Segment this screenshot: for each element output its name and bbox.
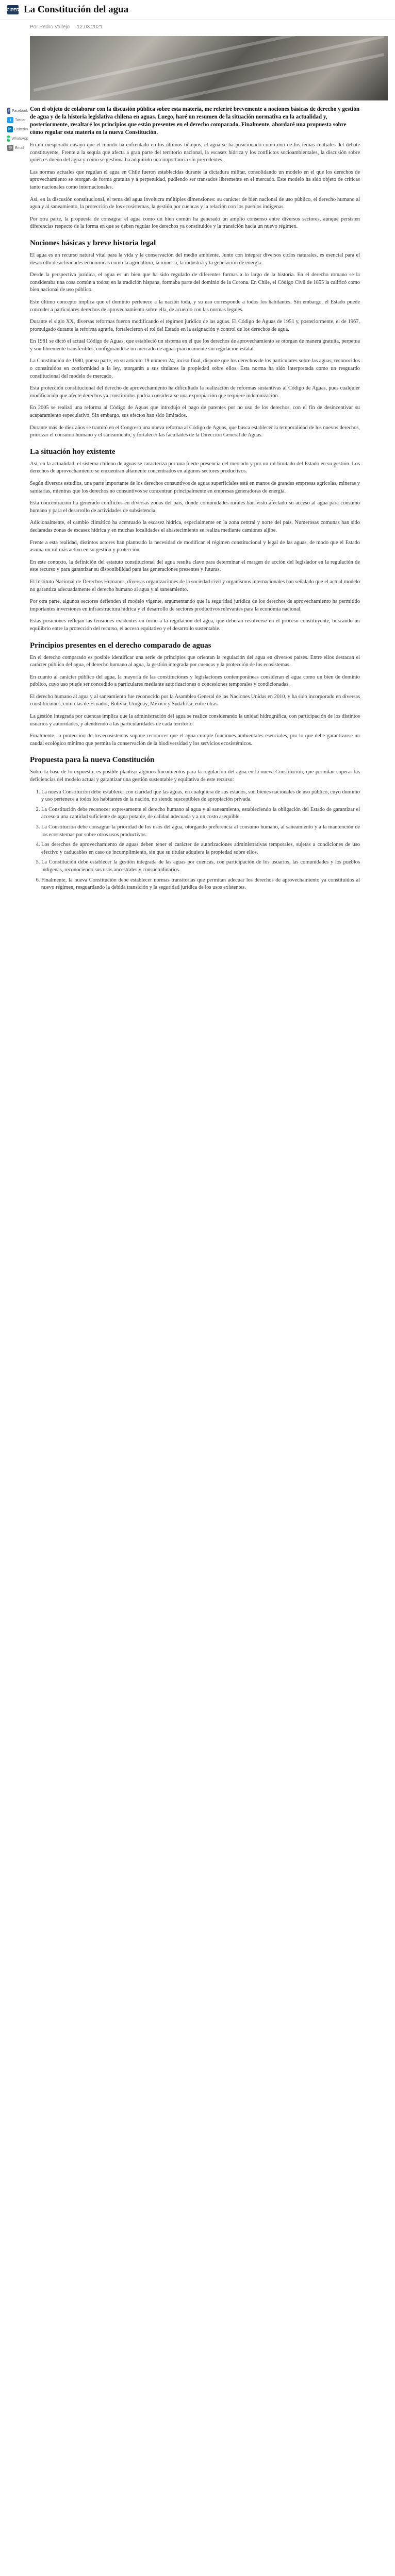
paragraph: El derecho humano al agua y al saneamiento fue reconocido por la Asamblea General de las Naciones Unidas en 2010, y ha sido incorporado en diversas constituciones, como las de Ecuador, Bolivia, Uruguay, México y Sudáfrica, entre otras. <box>30 693 360 707</box>
facebook-icon: f <box>7 108 10 114</box>
share-label: Email <box>15 146 24 150</box>
paragraph: Sobre la base de lo expuesto, es posible plantear algunos lineamientos para la regulación del agua en la nueva Constitución, que permitan superar las deficiencias del modelo actual y garantizar una gestión sustentable y equitativa de este recurso: <box>30 769 360 783</box>
paragraph: Desde la perspectiva jurídica, el agua es un bien que ha sido regulado de diferentes formas a lo largo de la historia. En el derecho romano se la consideraba una cosa común a todos; en la tradición hispana, formaba parte del dominio de la Corona. En Chile, el Código Civil de 1855 la calificó como bien nacional de uso público. <box>30 272 360 293</box>
paragraph: En este contexto, la definición del estatuto constitucional del agua resulta clave para determinar el margen de acción del legislador en la regulación de este recurso y para garantizar su disponibilidad para las generaciones presentes y futuras. <box>30 559 360 573</box>
hero-image <box>30 36 388 100</box>
paragraph: En cuanto al carácter público del agua, la mayoría de las constituciones y legislaciones contemporáneas consideran el agua como un bien de dominio público, cuyo uso puede ser concedido a particulares mediante autorizaciones o concesiones temporales y condicionadas. <box>30 674 360 688</box>
paragraph: Durante más de diez años se tramitó en el Congreso una nueva reforma al Código de Aguas, que busca establecer la temporalidad de los nuevos derechos, priorizar el consumo humano y el saneamiento, y fortalecer las facultades de la Dirección General de Aguas. <box>30 425 360 438</box>
paragraph: Finalmente, la protección de los ecosistemas supone reconocer que el agua cumple funciones ambientales esenciales, por lo que debe garantizarse un caudal ecológico mínimo que permita la conservación de la biodiversidad y los servicios ecosistémicos. <box>30 733 360 747</box>
paragraph: En 2005 se realizó una reforma al Código de Aguas que introdujo el pago de patentes por no uso de los derechos, con el fin de desincentivar su acaparamiento especulativo. Sin embargo, sus efectos han sido limitados. <box>30 405 360 419</box>
paragraph: Adicionalmente, el cambio climático ha acentuado la escasez hídrica, especialmente en la zona central y norte del país. Numerosas comunas han sido declaradas zonas de escasez hídrica y en muchas localidades el abastecimiento se realiza mediante camiones aljibe. <box>30 520 360 533</box>
article-body <box>28 106 360 897</box>
paragraph: Por otra parte, algunos sectores defienden el modelo vigente, argumentando que la seguridad jurídica de los derechos de aprovechamiento ha permitido importantes inversiones en infraestructura hídrica y el desarrollo de sectores productivos relevantes para la economía nacional. <box>30 599 360 612</box>
paragraph: Las normas actuales que regulan el agua en Chile fueron establecidas durante la dictadura militar, consolidando un modelo en el que los derechos de aprovechamiento se otorgan de forma gratuita y a perpetuidad, pudiendo ser transados libremente en el mercado. Este modelo ha sido objeto de críticas tanto nacionales como internacionales. <box>30 169 360 190</box>
whatsapp-icon: w <box>7 135 10 142</box>
list-item: 6. Finalmente, la nueva Constitución debe establecer normas transitorias que permitan adecuar los derechos de aprovechamiento ya constituidos al nuevo régimen, resguardando la debida transición y la seguridad jurídica de los usos existentes. <box>41 877 360 892</box>
section-heading: Principios presentes en el derecho comparado de aguas <box>30 641 211 650</box>
publish-date: 12.03.2021 <box>77 24 103 30</box>
section-heading: La situación hoy existente <box>30 447 116 456</box>
article-lead: Con el objeto de colaborar con la discusión pública sobre esta materia, me referiré brevemente a nociones básicas de derecho y gestión de agua y de la historia legislativa chilena en aguas. Luego, haré un resumen de la situación normativa en la actualidad y, posteriormente, resaltaré los principios que están presentes en el derecho comparado. Finalmente, abordaré una propuesta sobre cómo regular esta materia en la nueva Constitución. <box>30 106 360 135</box>
paragraph: Durante el siglo XX, diversas reformas fueron modificando el régimen jurídico de las aguas. El Código de Aguas de 1951 y, posteriormente, el de 1967, promulgado durante la reforma agraria, fortalecieron el rol del Estado en la asignación y control de los derechos de agua. <box>30 319 360 332</box>
proposal-list <box>30 789 360 892</box>
share-label: Twitter <box>15 118 26 122</box>
section-heading: Nociones básicas y breve historia legal <box>30 239 156 247</box>
share-label: Facebook <box>12 109 28 113</box>
paragraph: Así, en la actualidad, el sistema chileno de aguas se caracteriza por una fuerte presencia del mercado y por un rol limitado del Estado en su gestión. Los derechos de aprovechamiento se encuentran altamente concentrados en algunos sectores productivos. <box>30 461 360 474</box>
author-name[interactable]: Por Pedro Vallejo <box>30 24 70 30</box>
paragraph: En el derecho comparado es posible identificar una serie de principios que orientan la regulación del agua en diversos países. Entre ellos destacan el carácter público del agua, el derecho humano al agua, la gestión integrada por cuencas y la protección de los ecosistemas. <box>30 654 360 668</box>
list-item: 1. La nueva Constitución debe establecer con claridad que las aguas, en cualquiera de sus estados, son bienes nacionales de uso público, cuyo dominio y uso pertenece a todos los habitantes de la nación, no siendo susceptibles de apropiación privada. <box>41 789 360 804</box>
top-bar <box>0 0 395 20</box>
list-item: 4. Los derechos de aprovechamiento de aguas deben tener el carácter de autorizaciones administrativas temporales, sujetas a condiciones de uso efectivo y caducables en caso de incumplimiento, sin que su titular adquiera la propiedad sobre ellos. <box>41 841 360 856</box>
list-item: 2. La Constitución debe reconocer expresamente el derecho humano al agua y al saneamiento, estableciendo la obligación del Estado de garantizar el acceso a una cantidad suficiente de agua potable, de calidad adecuada y a un costo asequible. <box>41 806 360 821</box>
linkedin-icon: in <box>7 126 13 132</box>
page-title: La Constitución del agua <box>24 4 129 15</box>
paragraph: Por otra parte, la propuesta de consagrar el agua como un bien común ha generado un amplio consenso entre diversos sectores, aunque persisten diferencias respecto de la forma en que se deben regular los derechos ya constituidos y la transición hacia un nuevo régimen. <box>30 216 360 230</box>
share-bar <box>7 106 28 897</box>
list-item: 5. La Constitución debe establecer la gestión integrada de las aguas por cuencas, con participación de los usuarios, las comunidades y los pueblos indígenas, reconociendo sus usos ancestrales y consuetudinarios. <box>41 859 360 874</box>
email-icon: @ <box>7 145 13 151</box>
share-whatsapp[interactable] <box>7 135 28 142</box>
paragraph: Esta concentración ha generado conflictos en diversas zonas del país, donde comunidades rurales han visto afectado su acceso al agua para consumo humano y para el desarrollo de actividades de subsistencia. <box>30 500 360 514</box>
paragraph: Esta protección constitucional del derecho de aprovechamiento ha dificultado la realización de reformas sustantivas al Código de Aguas, pues cualquier modificación que afecte derechos ya constituidos podría considerarse una expropiación que requiere indemnización. <box>30 385 360 399</box>
paragraph: Así, en la discusión constitucional, el tema del agua involucra múltiples dimensiones: su carácter de bien nacional de uso público, el derecho humano al agua y al saneamiento, la protección de los ecosistemas, la gestión por cuencas y la relación con los pueblos indígenas. <box>30 196 360 210</box>
paragraph: El Instituto Nacional de Derechos Humanos, diversas organizaciones de la sociedad civil y organismos internacionales han señalado que el actual modelo no garantiza adecuadamente el derecho humano al agua y al saneamiento. <box>30 579 360 592</box>
share-email[interactable] <box>7 145 28 151</box>
paragraph: Estas posiciones reflejan las tensiones existentes en torno a la regulación del agua, que deberán resolverse en el proceso constituyente, buscando un equilibrio entre la protección del recurso, el acceso equitativo y el desarrollo sustentable. <box>30 618 360 632</box>
paragraph: La gestión integrada por cuencas implica que la administración del agua se realice considerando la unidad hidrográfica, con participación de los distintos usuarios y autoridades, y atendiendo a las particularidades de cada territorio. <box>30 714 360 727</box>
share-twitter[interactable] <box>7 117 28 123</box>
paragraph: En 1981 se dictó el actual Código de Aguas, que estableció un sistema en el que los derechos de aprovechamiento se otorgan de manera gratuita, perpetua y son libremente transferibles, configurándose un mercado de aguas prácticamente sin regulación estatal. <box>30 338 360 352</box>
share-label: WhatsApp <box>11 137 28 141</box>
twitter-icon: t <box>7 117 13 123</box>
list-item: 3. La Constitución debe consagrar la prioridad de los usos del agua, otorgando preferencia al consumo humano, al saneamiento y a la mantención de los ecosistemas por sobre otros usos productivos. <box>41 824 360 839</box>
paragraph: Según diversos estudios, una parte importante de los derechos consuntivos de aguas superficiales está en manos de grandes empresas agrícolas, mineras y sanitarias, mientras que los derechos no consuntivos se concentran principalmente en empresas generadoras de energía. <box>30 481 360 494</box>
paragraph: Frente a esta realidad, distintos actores han planteado la necesidad de modificar el régimen constitucional y legal de las aguas, de modo que el Estado asuma un rol más activo en su gestión y protección. <box>30 539 360 553</box>
paragraph: La Constitución de 1980, por su parte, en su artículo 19 número 24, inciso final, dispone que los derechos de los particulares sobre las aguas, reconocidos o constituidos en conformidad a la ley, otorgarán a sus titulares la propiedad sobre ellos. Esta norma ha sido interpretada como un resguardo constitucional del modelo de mercado. <box>30 358 360 379</box>
share-label: LinkedIn <box>14 127 28 131</box>
site-logo[interactable]: CIPER <box>7 5 19 14</box>
share-facebook[interactable] <box>7 108 28 114</box>
paragraph: Este último concepto implica que el dominio pertenece a la nación toda, y su uso corresponde a todos los habitantes. Sin embargo, el Estado puede conceder a particulares derechos de aprovechamiento sobre ella, de acuerdo con las normas legales. <box>30 299 360 313</box>
section-heading: Propuesta para la nueva Constitución <box>30 756 155 765</box>
article-meta <box>0 20 395 33</box>
share-linkedin[interactable] <box>7 126 28 132</box>
paragraph: El agua es un recurso natural vital para la vida y la conservación del medio ambiente. Junto con integrar diversos ciclos naturales, es esencial para el desarrollo de actividades económicas como la agricultura, la minería, la industria y la generación de energía. <box>30 252 360 266</box>
paragraph: En un inesperado ensayo que el mundo ha enfrentado en los últimos tiempos, el agua se ha posicionado como uno de los temas centrales del debate constituyente. Frente a la sequía que afecta a gran parte del territorio nacional, la escasez hídrica y los conflictos socioambientales, la discusión sobre quién es dueño del agua y cómo se gestiona ha adquirido una importancia sin precedentes. <box>30 142 360 163</box>
